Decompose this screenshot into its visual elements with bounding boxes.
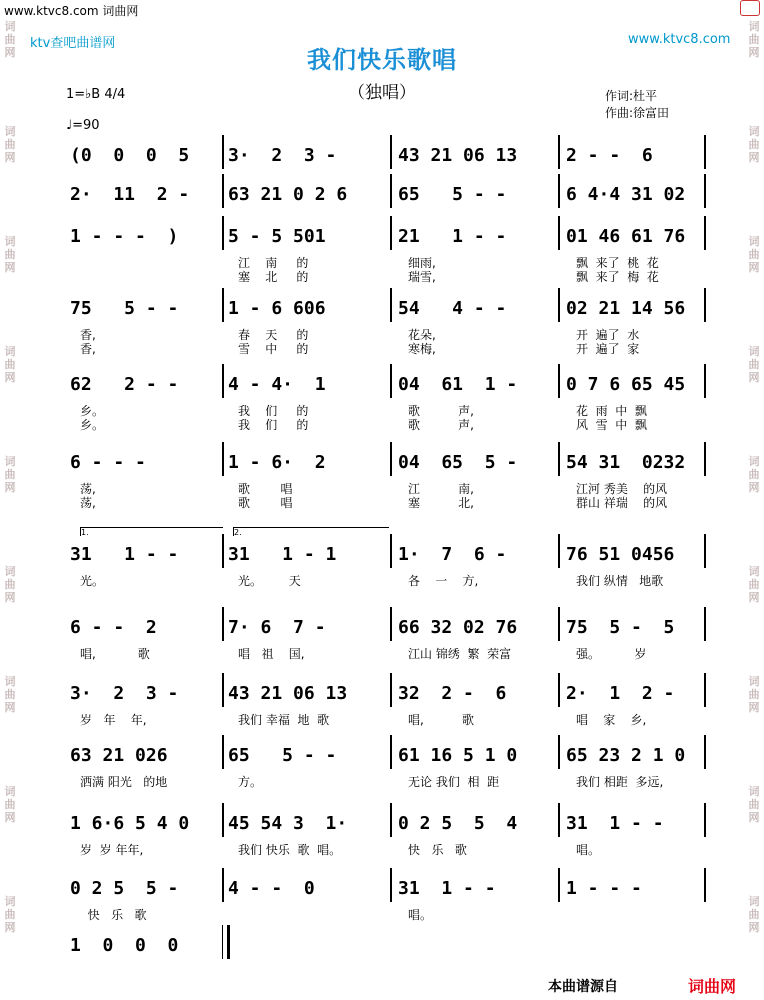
final-barline (222, 925, 230, 959)
measure-notes: 1 6·6 5 4 0 (70, 813, 190, 834)
lyric-text: 歌 唱 (238, 496, 293, 510)
lyric-text: 江河 秀美 的风 (576, 482, 668, 496)
barline (558, 216, 560, 250)
measure-notes: 6 - - - (70, 452, 146, 473)
barline (390, 174, 392, 208)
key-signature: 1=♭B 4/4 (66, 87, 126, 102)
measure-notes: 6 - - 2 (70, 617, 157, 638)
lyric-text: 飘 来了 桃 花 (576, 256, 659, 270)
lyric-text: 唱, 歌 (408, 713, 474, 727)
lyric-text: 风 雪 中 飘 (576, 418, 647, 432)
watermark-left: 词曲网 (4, 235, 16, 274)
lyric-text: 我 们 的 (238, 418, 309, 432)
lyric-text: 飘 来了 梅 花 (576, 270, 659, 284)
lyric-text: 群山 祥瑞 的风 (576, 496, 668, 510)
measure-notes: 1 - - - (566, 878, 642, 899)
watermark-right: 词曲网 (748, 345, 760, 384)
volta-1: 1. (80, 527, 223, 536)
barline (390, 803, 392, 837)
barline (704, 803, 706, 837)
measure-notes: 32 2 - 6 (398, 683, 507, 704)
lyric-text: 我们 幸福 地 歌 (238, 713, 330, 727)
barline (704, 135, 706, 169)
measure-notes: 43 21 06 13 (398, 145, 518, 166)
barline (704, 607, 706, 641)
lyric-text: 强。 岁 (576, 647, 647, 661)
barline (222, 803, 224, 837)
barline (558, 607, 560, 641)
barline (390, 534, 392, 568)
tempo-marking: ♩=90 (66, 118, 100, 133)
watermark-left: 词曲网 (4, 20, 16, 59)
measure-notes: 66 32 02 76 (398, 617, 518, 638)
song-title: 我们快乐歌唱 (307, 46, 457, 74)
barline (558, 288, 560, 322)
barline (558, 364, 560, 398)
measure-notes: 62 2 - - (70, 374, 179, 395)
barline (390, 735, 392, 769)
barline (704, 216, 706, 250)
barline (222, 673, 224, 707)
lyric-text: 乡。 (80, 418, 105, 432)
watermark-left: 词曲网 (4, 675, 16, 714)
measure-notes: 7· 6 7 - (228, 617, 326, 638)
watermark-right: 词曲网 (748, 565, 760, 604)
footer-source: 本曲谱源自 (548, 979, 618, 995)
measure-notes: 65 23 2 1 0 (566, 745, 686, 766)
barline (390, 364, 392, 398)
barline (704, 174, 706, 208)
site-name-left[interactable]: ktv查吧曲谱网 (30, 36, 116, 51)
barline (390, 288, 392, 322)
measure-notes: 0 2 5 5 - (70, 878, 179, 899)
watermark-right: 词曲网 (748, 895, 760, 934)
watermark-left: 词曲网 (4, 455, 16, 494)
composer: 作曲:徐富田 (605, 106, 670, 120)
barline (222, 868, 224, 902)
measure-notes: 6 4·4 31 02 (566, 184, 686, 205)
lyric-text: 寒梅, (408, 342, 436, 356)
watermark-left: 词曲网 (4, 565, 16, 604)
measure-notes: 65 5 - - (398, 184, 507, 205)
barline (222, 735, 224, 769)
lyric-text: 洒满 阳光 的地 (80, 775, 168, 789)
barline (558, 803, 560, 837)
barline (704, 735, 706, 769)
measure-notes: 01 46 61 76 (566, 226, 686, 247)
barline (558, 735, 560, 769)
lyric-text: 无论 我们 相 距 (408, 775, 500, 789)
measure-notes: 1 0 0 0 (70, 935, 179, 956)
barline (222, 135, 224, 169)
lyric-text: 唱 祖 国, (238, 647, 305, 661)
lyric-text: 塞 北 的 (238, 270, 309, 284)
lyric-text: 香, (80, 328, 96, 342)
measure-notes: 0 7 6 65 45 (566, 374, 686, 395)
barline (390, 442, 392, 476)
measure-notes: 31 1 - - (398, 878, 496, 899)
lyric-text: 江 南 的 (238, 256, 309, 270)
barline (222, 442, 224, 476)
lyric-text: 歌 声, (408, 404, 474, 418)
lyricist: 作词:杜平 (605, 89, 658, 103)
measure-notes: 02 21 14 56 (566, 298, 686, 319)
watermark-right: 词曲网 (748, 125, 760, 164)
measure-notes: 75 5 - - (70, 298, 179, 319)
lyric-text: 乡。 (80, 404, 105, 418)
measure-notes: 31 1 - - (566, 813, 664, 834)
watermark-left: 词曲网 (4, 895, 16, 934)
barline (222, 607, 224, 641)
site-url-right[interactable]: www.ktvc8.com (628, 32, 731, 47)
credits (605, 88, 669, 122)
measure-notes: 61 16 5 1 0 (398, 745, 518, 766)
volta-2: 2. (233, 527, 389, 536)
logo-icon (740, 0, 760, 16)
lyric-text: 岁 岁 年年, (80, 843, 144, 857)
barline (704, 673, 706, 707)
barline (390, 607, 392, 641)
lyric-text: 方。 (238, 775, 263, 789)
watermark-right: 词曲网 (748, 235, 760, 274)
barline (558, 534, 560, 568)
lyric-text: 雪 中 的 (238, 342, 309, 356)
lyric-text: 唱。 (576, 843, 601, 857)
footer-logo: 词曲网 (688, 977, 737, 996)
barline (558, 673, 560, 707)
barline (390, 868, 392, 902)
measure-notes: 5 - 5 501 (228, 226, 326, 247)
watermark-left: 词曲网 (4, 785, 16, 824)
lyric-text: 细雨, (408, 256, 436, 270)
watermark-left: 词曲网 (4, 345, 16, 384)
measure-notes: 0 2 5 5 4 (398, 813, 518, 834)
lyric-text: 唱, 歌 (80, 647, 150, 661)
barline (558, 442, 560, 476)
watermark-right: 词曲网 (748, 675, 760, 714)
measure-notes: 2 - - 6 (566, 145, 653, 166)
barline (390, 673, 392, 707)
measure-notes: 3· 2 3 - (228, 145, 337, 166)
measure-notes: 63 21 0 2 6 (228, 184, 348, 205)
watermark-right: 词曲网 (748, 785, 760, 824)
lyric-text: 香, (80, 342, 96, 356)
barline (222, 174, 224, 208)
measure-notes: 2· 11 2 - (70, 184, 190, 205)
barline (704, 288, 706, 322)
measure-notes: 54 4 - - (398, 298, 507, 319)
measure-notes: 45 54 3 1· (228, 813, 348, 834)
measure-notes: 4 - 4· 1 (228, 374, 326, 395)
barline (390, 135, 392, 169)
lyric-text: 荡, (80, 482, 96, 496)
watermark-left: 词曲网 (4, 125, 16, 164)
barline (558, 868, 560, 902)
measure-notes: 63 21 026 (70, 745, 168, 766)
watermark-right: 词曲网 (748, 455, 760, 494)
lyric-text: 荡, (80, 496, 96, 510)
measure-notes: 31 1 - 1 (228, 544, 337, 565)
lyric-text: 各 一 方, (408, 574, 479, 588)
lyric-text: 唱。 (408, 908, 433, 922)
measure-notes: 3· 2 3 - (70, 683, 179, 704)
measure-notes: (0 0 0 5 (70, 145, 190, 166)
measure-notes: 54 31 0232 (566, 452, 686, 473)
header-url: www.ktvc8.com 词曲网 (4, 4, 139, 18)
lyric-text: 光。 (80, 574, 105, 588)
lyric-text: 江 南, (408, 482, 474, 496)
barline (222, 288, 224, 322)
lyric-text: 光。 天 (238, 574, 301, 588)
lyric-text: 歌 声, (408, 418, 474, 432)
lyric-text: 瑞雪, (408, 270, 436, 284)
measure-notes: 1 - - - ) (70, 226, 179, 247)
measure-notes: 1 - 6· 2 (228, 452, 326, 473)
lyric-text: 花 雨 中 飘 (576, 404, 647, 418)
barline (222, 216, 224, 250)
barline (390, 216, 392, 250)
lyric-text: 歌 唱 (238, 482, 293, 496)
lyric-text: 开 遍了 家 (576, 342, 640, 356)
measure-notes: 21 1 - - (398, 226, 507, 247)
measure-notes: 43 21 06 13 (228, 683, 348, 704)
lyric-text: 我们 快乐 歌 唱。 (238, 843, 342, 857)
barline (704, 442, 706, 476)
watermark-right: 词曲网 (748, 20, 760, 59)
barline (558, 135, 560, 169)
measure-notes: 65 5 - - (228, 745, 337, 766)
barline (558, 174, 560, 208)
measure-notes: 04 61 1 - (398, 374, 518, 395)
lyric-text: 我们 纵情 地歌 (576, 574, 664, 588)
lyric-text: 快 乐 歌 (80, 908, 147, 922)
lyric-text: 岁 年 年, (80, 713, 147, 727)
lyric-text: 春 天 的 (238, 328, 309, 342)
song-subtitle: （独唱） (348, 83, 416, 103)
measure-notes: 75 5 - 5 (566, 617, 675, 638)
barline (704, 534, 706, 568)
barline (704, 868, 706, 902)
measure-notes: 31 1 - - (70, 544, 179, 565)
lyric-text: 我 们 的 (238, 404, 309, 418)
lyric-text: 开 遍了 水 (576, 328, 640, 342)
measure-notes: 1 - 6 606 (228, 298, 326, 319)
barline (704, 364, 706, 398)
lyric-text: 快 乐 歌 (408, 843, 467, 857)
barline (222, 364, 224, 398)
lyric-text: 江山 锦绣 繁 荣富 (408, 647, 512, 661)
lyric-text: 塞 北, (408, 496, 474, 510)
measure-notes: 04 65 5 - (398, 452, 518, 473)
lyric-text: 花朵, (408, 328, 436, 342)
lyric-text: 我们 相距 多远, (576, 775, 664, 789)
measure-notes: 76 51 0456 (566, 544, 675, 565)
measure-notes: 1· 7 6 - (398, 544, 507, 565)
barline (222, 534, 224, 568)
measure-notes: 2· 1 2 - (566, 683, 675, 704)
lyric-text: 唱 家 乡, (576, 713, 647, 727)
measure-notes: 4 - - 0 (228, 878, 315, 899)
